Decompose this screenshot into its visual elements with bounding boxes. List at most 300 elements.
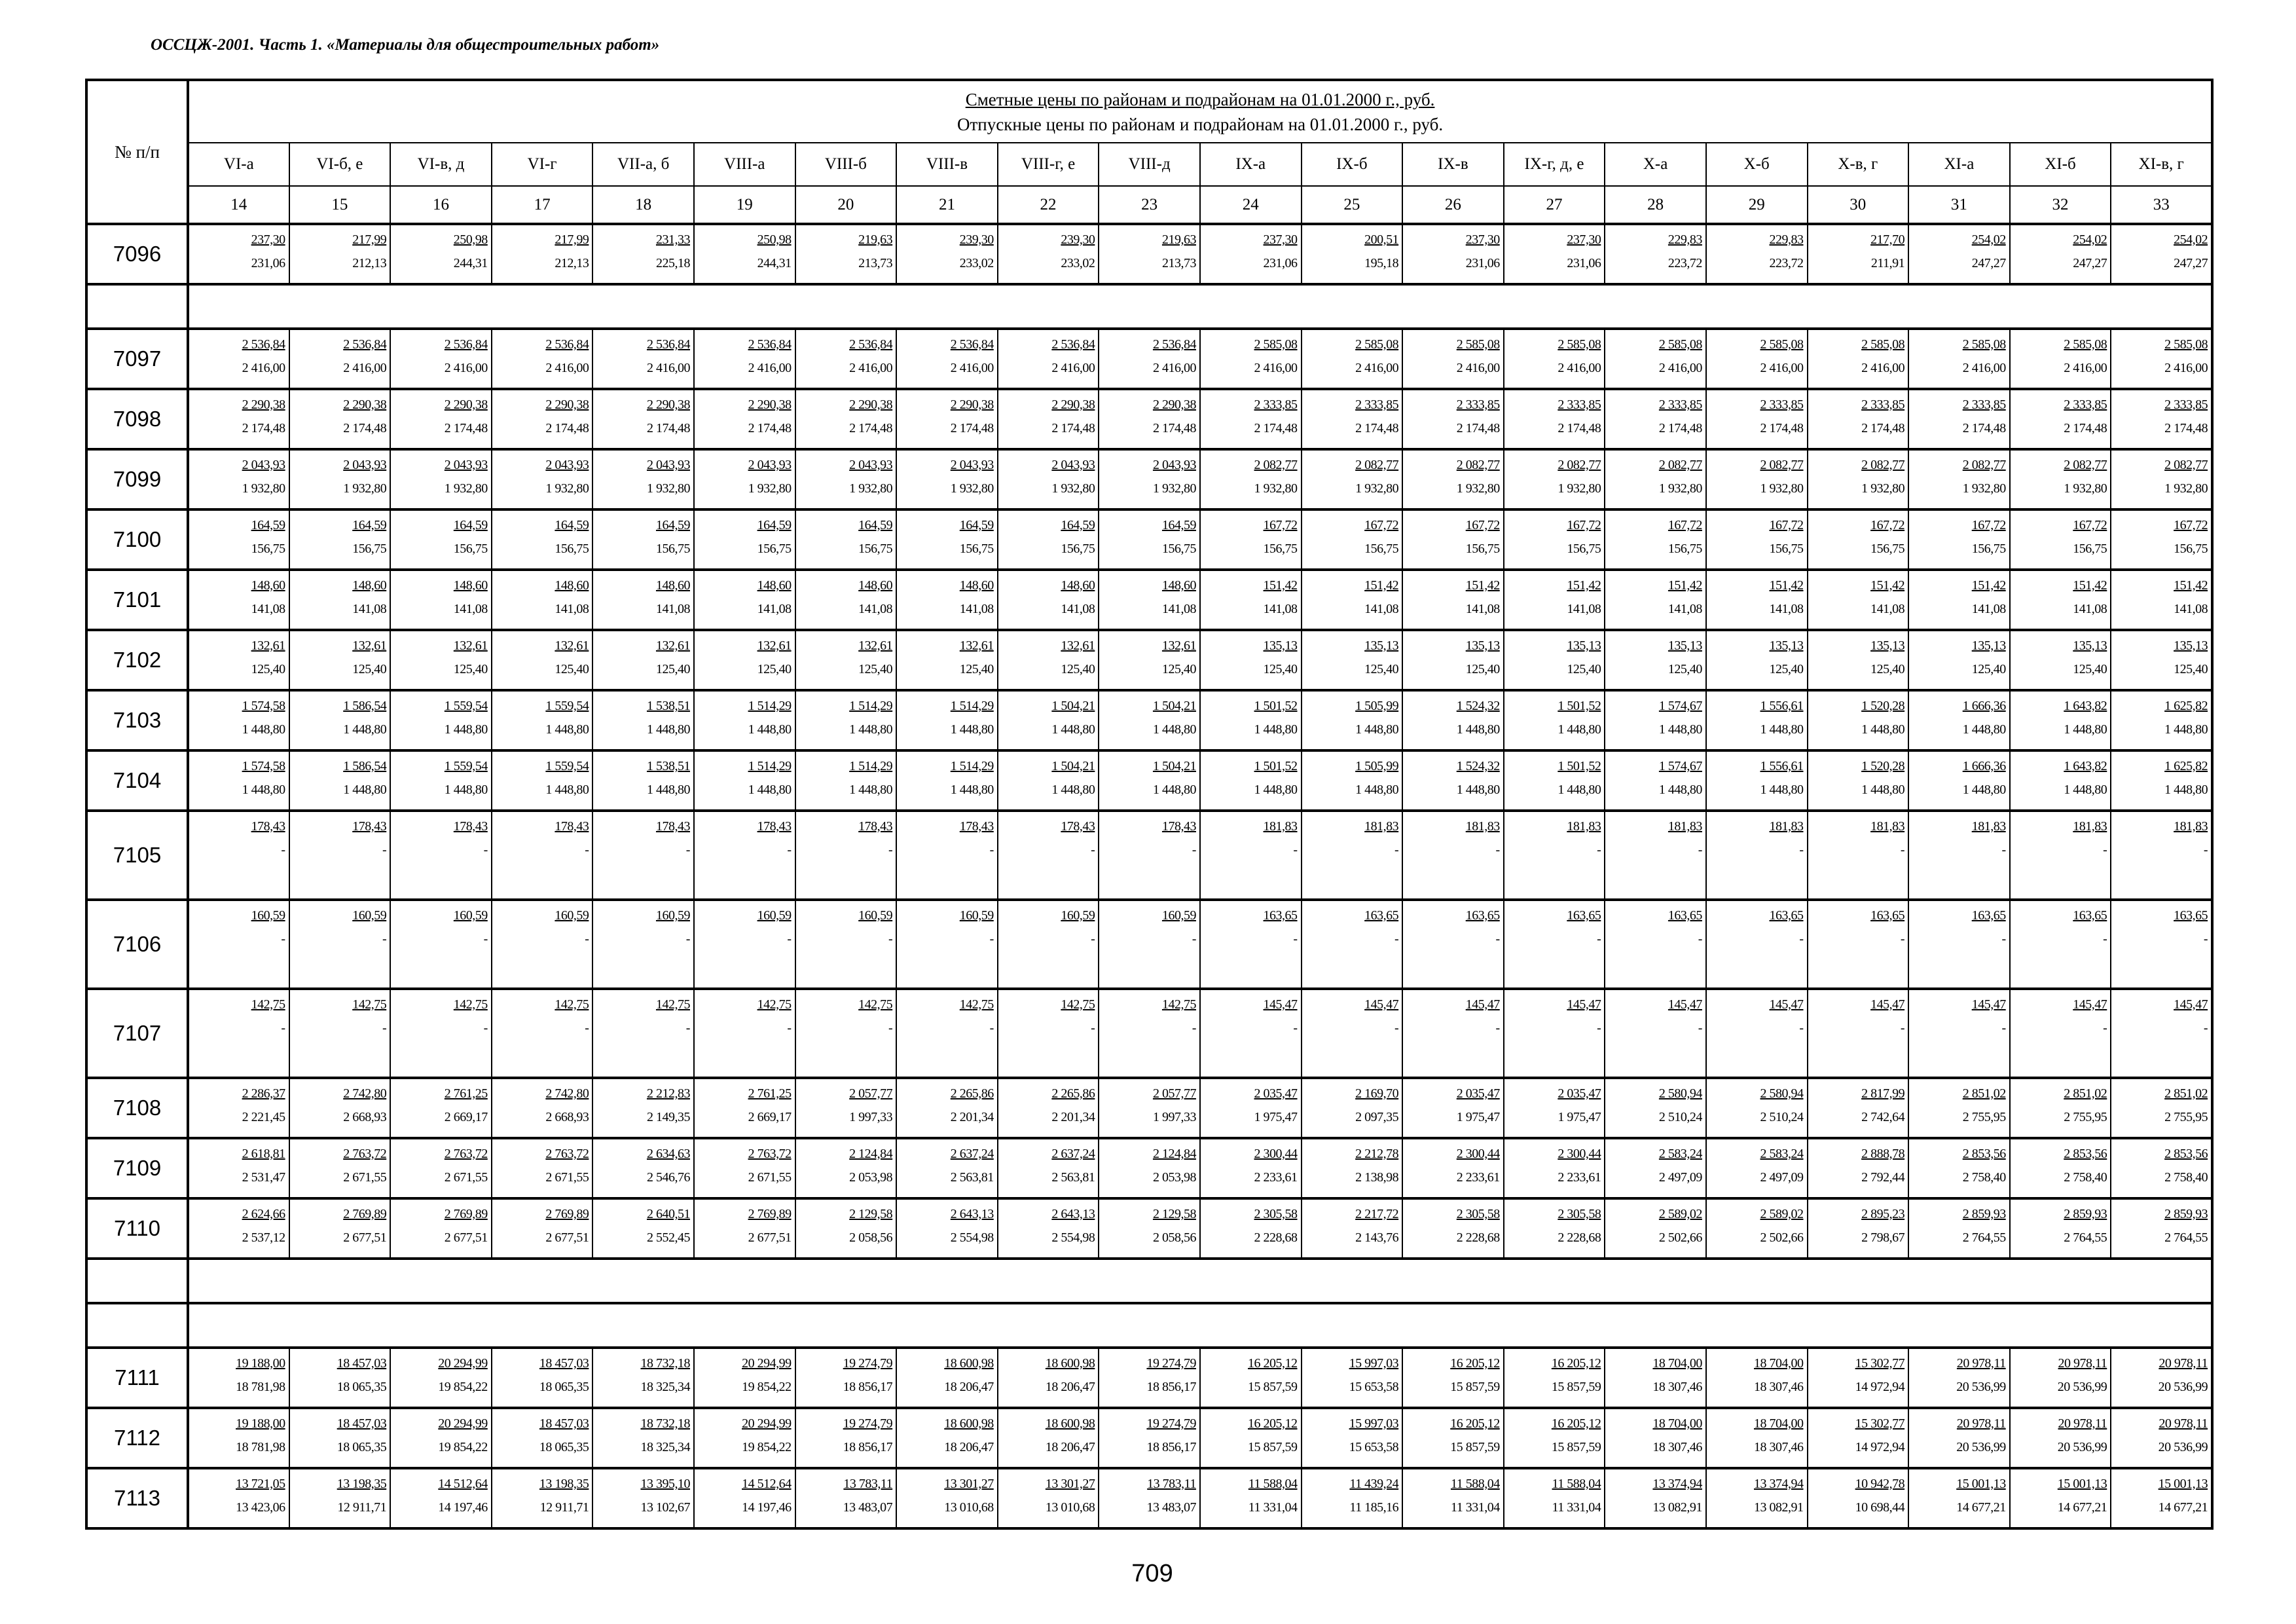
estimated-price: 2 333,85 <box>1254 397 1298 412</box>
release-price: 1 448,80 <box>343 722 387 737</box>
release-price: - <box>2001 932 2006 946</box>
release-price: 2 502,66 <box>1658 1230 1702 1245</box>
price-cell <box>896 630 998 690</box>
row-number: 7112 <box>86 1408 188 1468</box>
price-cell <box>1302 570 1403 630</box>
release-price: - <box>685 932 690 946</box>
estimated-price: 163,65 <box>1567 908 1601 923</box>
table-row <box>86 224 2212 284</box>
estimated-price: 15 302,77 <box>1855 1416 1905 1431</box>
estimated-price: 1 504,21 <box>1051 699 1095 713</box>
release-price: 2 174,48 <box>1254 421 1298 435</box>
estimated-price: 167,72 <box>1667 518 1702 532</box>
price-cell <box>998 1348 1099 1408</box>
price-cell <box>1099 1468 1200 1528</box>
release-price: - <box>1799 932 1804 946</box>
price-cell <box>2111 1348 2212 1408</box>
release-price: 244,31 <box>453 256 488 270</box>
price-cell <box>1504 1138 1605 1198</box>
estimated-price: 18 732,18 <box>640 1416 690 1431</box>
price-cell <box>289 509 391 570</box>
release-price: 2 233,61 <box>1254 1170 1298 1185</box>
price-cell <box>492 1198 593 1259</box>
release-price: 1 448,80 <box>1962 722 2006 737</box>
price-cell <box>1605 389 1706 449</box>
release-price: 18 307,46 <box>1754 1380 1804 1394</box>
estimated-price: 14 512,64 <box>742 1477 792 1491</box>
estimated-price: 15 997,03 <box>1349 1416 1399 1431</box>
estimated-price: 2 212,83 <box>646 1086 690 1101</box>
release-price: 15 857,59 <box>1551 1440 1601 1454</box>
region-header-cell: VI-в, д <box>390 143 492 186</box>
release-price: 2 416,00 <box>849 361 893 375</box>
estimated-price: 2 585,08 <box>1456 337 1500 352</box>
price-cell <box>592 224 694 284</box>
estimated-price: 167,72 <box>2174 518 2208 532</box>
release-price: 2 058,56 <box>849 1230 893 1245</box>
release-price: 1 932,80 <box>1456 481 1500 496</box>
release-price: 2 174,48 <box>2064 421 2107 435</box>
column-number-cell: 29 <box>1706 186 1808 224</box>
price-cell <box>998 389 1099 449</box>
price-cell <box>1504 509 1605 570</box>
price-cell <box>188 570 289 630</box>
price-cell <box>1200 1348 1302 1408</box>
estimated-price: 181,83 <box>1263 819 1298 834</box>
release-price: 244,31 <box>757 256 792 270</box>
estimated-price: 2 637,24 <box>950 1147 994 1161</box>
estimated-price: 2 536,84 <box>444 337 488 352</box>
estimated-price: 1 574,58 <box>242 759 285 773</box>
price-cell <box>1605 1198 1706 1259</box>
price-cell <box>1200 690 1302 750</box>
column-number-cell: 14 <box>188 186 289 224</box>
release-price: 2 510,24 <box>1658 1110 1702 1124</box>
price-cell <box>795 1468 897 1528</box>
release-price: 141,08 <box>2073 602 2107 616</box>
price-cell <box>694 509 795 570</box>
estimated-price: 2 851,02 <box>2164 1086 2208 1101</box>
estimated-price: 2 057,77 <box>1152 1086 1196 1101</box>
price-cell <box>1200 630 1302 690</box>
estimated-price: 145,47 <box>1971 997 2006 1012</box>
price-cell <box>2010 1078 2111 1138</box>
release-price: 156,75 <box>2073 542 2107 556</box>
document-header: ОССЦЖ-2001. Часть 1. «Материалы для общестроительных работ» <box>151 36 660 54</box>
price-cell <box>1808 1468 1909 1528</box>
price-cell <box>390 750 492 811</box>
estimated-price: 20 294,99 <box>742 1416 792 1431</box>
estimated-price: 132,61 <box>1161 638 1196 653</box>
price-cell <box>2010 1408 2111 1468</box>
estimated-price: 14 512,64 <box>438 1477 488 1491</box>
price-cell <box>1099 389 1200 449</box>
release-price: 2 669,17 <box>748 1110 792 1124</box>
release-price: 13 010,68 <box>944 1500 994 1515</box>
price-cell <box>1504 1408 1605 1468</box>
release-price: 2 174,48 <box>1558 421 1601 435</box>
price-cell <box>1200 449 1302 509</box>
release-price: 18 065,35 <box>337 1380 387 1394</box>
price-cell <box>1808 570 1909 630</box>
price-cell <box>896 750 998 811</box>
price-cell <box>896 1138 998 1198</box>
release-price: 223,72 <box>1769 256 1804 270</box>
price-cell <box>1504 900 1605 989</box>
price-cell <box>795 1198 897 1259</box>
price-cell <box>1908 900 2010 989</box>
price-cell <box>1302 630 1403 690</box>
estimated-price: 160,59 <box>453 908 488 923</box>
release-price: 1 932,80 <box>849 481 893 496</box>
release-price: 2 416,00 <box>545 361 589 375</box>
release-price: 2 416,00 <box>1861 361 1905 375</box>
release-price: - <box>1900 1021 1905 1035</box>
release-price: 2 755,95 <box>2164 1110 2208 1124</box>
release-price: - <box>989 932 994 946</box>
release-price: 2 510,24 <box>1760 1110 1804 1124</box>
row-number: 7099 <box>86 449 188 509</box>
estimated-price: 18 704,00 <box>1754 1356 1804 1371</box>
price-cell <box>2111 570 2212 630</box>
estimated-price: 167,72 <box>1567 518 1601 532</box>
region-header-cell: VI-г <box>492 143 593 186</box>
release-price: 1 932,80 <box>545 481 589 496</box>
price-cell <box>1402 329 1504 389</box>
release-price: 2 416,00 <box>1558 361 1601 375</box>
price-cell <box>1605 900 1706 989</box>
price-cell <box>188 989 289 1078</box>
estimated-price: 1 556,61 <box>1760 759 1804 773</box>
price-cell <box>1099 1408 1200 1468</box>
release-price: 2 416,00 <box>646 361 690 375</box>
price-cell <box>1706 224 1808 284</box>
price-cell <box>592 570 694 630</box>
price-cell <box>998 1198 1099 1259</box>
table-row <box>86 509 2212 570</box>
price-cell <box>1908 750 2010 811</box>
release-price: 156,75 <box>959 542 994 556</box>
release-price: 1 448,80 <box>1658 783 1702 797</box>
price-cell <box>1908 690 2010 750</box>
region-header-cell: VIII-а <box>694 143 795 186</box>
price-cell <box>2010 449 2111 509</box>
price-cell <box>998 811 1099 900</box>
price-cell <box>896 989 998 1078</box>
estimated-price: 1 574,67 <box>1658 759 1702 773</box>
estimated-price: 2 333,85 <box>1760 397 1804 412</box>
release-price: - <box>483 843 488 857</box>
row-number: 7101 <box>86 570 188 630</box>
price-cell <box>188 811 289 900</box>
price-cell <box>188 224 289 284</box>
release-price: 1 448,80 <box>1456 783 1500 797</box>
estimated-price: 151,42 <box>1567 578 1601 593</box>
release-price: 20 536,99 <box>1956 1380 2006 1394</box>
price-cell <box>2010 989 2111 1078</box>
estimated-price: 135,13 <box>2073 638 2107 653</box>
estimated-price: 16 205,12 <box>1248 1356 1298 1371</box>
release-price: - <box>1192 1021 1196 1035</box>
estimated-price: 11 588,04 <box>1248 1477 1298 1491</box>
table-body <box>86 224 2212 1528</box>
price-cell <box>2111 329 2212 389</box>
price-cell <box>1908 389 2010 449</box>
release-price: 19 854,22 <box>438 1380 488 1394</box>
release-price: 1 448,80 <box>849 722 893 737</box>
price-cell <box>1402 1468 1504 1528</box>
estimated-price: 20 978,11 <box>1956 1416 2006 1431</box>
estimated-price: 18 600,98 <box>1045 1356 1095 1371</box>
estimated-price: 145,47 <box>1567 997 1601 1012</box>
release-price: 213,73 <box>858 256 893 270</box>
price-cell <box>694 570 795 630</box>
estimated-price: 2 265,86 <box>950 1086 994 1101</box>
price-cell <box>1099 1198 1200 1259</box>
row-number: 7103 <box>86 690 188 750</box>
price-cell <box>896 389 998 449</box>
release-price: 156,75 <box>858 542 893 556</box>
price-cell <box>1402 900 1504 989</box>
estimated-price-title: Сметные цены по районам и подрайонам на 01.01.2000 г., руб. <box>965 89 1435 109</box>
release-price: 2 416,00 <box>1456 361 1500 375</box>
row-number: 7106 <box>86 900 188 989</box>
price-cell <box>1099 329 1200 389</box>
estimated-price: 148,60 <box>757 578 792 593</box>
estimated-price: 178,43 <box>1161 819 1196 834</box>
estimated-price: 1 501,52 <box>1558 759 1601 773</box>
estimated-price: 2 589,02 <box>1760 1207 1804 1221</box>
price-cell <box>289 900 391 989</box>
estimated-price: 1 643,82 <box>2064 759 2107 773</box>
price-cell <box>592 1198 694 1259</box>
release-price: 2 792,44 <box>1861 1170 1905 1185</box>
release-price: 1 932,80 <box>1658 481 1702 496</box>
release-price: - <box>1698 1021 1702 1035</box>
estimated-price: 2 082,77 <box>1861 458 1905 472</box>
release-price: 1 932,80 <box>1558 481 1601 496</box>
estimated-price: 2 763,72 <box>748 1147 792 1161</box>
release-price: 2 174,48 <box>1861 421 1905 435</box>
release-price: 2 531,47 <box>242 1170 285 1185</box>
estimated-price: 1 574,67 <box>1658 699 1702 713</box>
estimated-price: 2 761,25 <box>748 1086 792 1101</box>
price-cell <box>694 690 795 750</box>
estimated-price: 163,65 <box>2174 908 2208 923</box>
column-number-cell: 19 <box>694 186 795 224</box>
release-price: 1 997,33 <box>849 1110 893 1124</box>
release-price: 212,13 <box>352 256 387 270</box>
price-cell <box>1908 1468 2010 1528</box>
estimated-price: 2 333,85 <box>1456 397 1500 412</box>
estimated-price: 2 643,13 <box>950 1207 994 1221</box>
estimated-price: 2 082,77 <box>1658 458 1702 472</box>
release-price: - <box>1293 843 1298 857</box>
release-price: - <box>1091 932 1095 946</box>
release-price: 1 448,80 <box>545 722 589 737</box>
price-table <box>85 79 2214 1530</box>
release-price-title: Отпускные цены по районам и подрайонам на 01.01.2000 г., руб. <box>957 114 1444 134</box>
release-price: - <box>1597 843 1601 857</box>
release-price: 2 416,00 <box>242 361 285 375</box>
release-price: 1 448,80 <box>343 783 387 797</box>
price-cell <box>289 329 391 389</box>
price-cell <box>289 690 391 750</box>
release-price: 2 755,95 <box>2064 1110 2107 1124</box>
price-cell <box>2111 750 2212 811</box>
region-header-cell: IX-в <box>1402 143 1504 186</box>
release-price: - <box>787 932 792 946</box>
release-price: 2 149,35 <box>646 1110 690 1124</box>
estimated-price: 145,47 <box>2174 997 2208 1012</box>
price-cell <box>2111 630 2212 690</box>
estimated-price: 145,47 <box>1364 997 1399 1012</box>
region-header-cell: X-б <box>1706 143 1808 186</box>
separator-cell <box>86 284 188 329</box>
price-cell <box>2010 570 2111 630</box>
price-cell <box>1605 811 1706 900</box>
release-price: 141,08 <box>757 602 792 616</box>
estimated-price: 2 290,38 <box>849 397 893 412</box>
estimated-price: 160,59 <box>555 908 589 923</box>
estimated-price: 2 763,72 <box>343 1147 387 1161</box>
release-price: 1 932,80 <box>950 481 994 496</box>
release-price: 2 416,00 <box>2064 361 2107 375</box>
release-price: - <box>1394 932 1399 946</box>
estimated-price: 229,83 <box>1769 232 1804 247</box>
estimated-price: 2 305,58 <box>1558 1207 1601 1221</box>
table-row <box>86 1408 2212 1468</box>
release-price: 14 677,21 <box>2158 1500 2208 1515</box>
release-price: 13 082,91 <box>1652 1500 1702 1515</box>
estimated-price: 151,42 <box>2174 578 2208 593</box>
price-cell <box>188 630 289 690</box>
estimated-price: 1 559,54 <box>444 759 488 773</box>
release-price: 14 197,46 <box>438 1500 488 1515</box>
estimated-price: 135,13 <box>1364 638 1399 653</box>
price-cell <box>1706 1138 1808 1198</box>
estimated-price: 16 205,12 <box>1551 1416 1601 1431</box>
price-cell <box>1908 570 2010 630</box>
price-cell <box>592 449 694 509</box>
release-price: 1 932,80 <box>646 481 690 496</box>
estimated-price: 2 129,58 <box>1152 1207 1196 1221</box>
price-cell <box>592 329 694 389</box>
price-cell <box>1706 570 1808 630</box>
price-cell <box>896 570 998 630</box>
release-price: 2 228,68 <box>1558 1230 1601 1245</box>
release-price: 125,40 <box>2073 662 2107 676</box>
estimated-price: 18 457,03 <box>539 1416 589 1431</box>
price-cell <box>1706 989 1808 1078</box>
estimated-price: 151,42 <box>1465 578 1500 593</box>
price-cell <box>188 1078 289 1138</box>
estimated-price: 2 124,84 <box>1152 1147 1196 1161</box>
estimated-price: 2 300,44 <box>1558 1147 1601 1161</box>
region-header-cell: VIII-д <box>1099 143 1200 186</box>
estimated-price: 2 769,89 <box>545 1207 589 1221</box>
release-price: 2 416,00 <box>1962 361 2006 375</box>
estimated-price: 2 333,85 <box>1861 397 1905 412</box>
release-price: 12 911,71 <box>539 1500 589 1515</box>
estimated-price: 1 559,54 <box>545 759 589 773</box>
price-cell <box>1402 989 1504 1078</box>
estimated-price: 2 290,38 <box>1051 397 1095 412</box>
release-price: - <box>2001 1021 2006 1035</box>
release-price: 11 331,04 <box>1552 1500 1601 1515</box>
price-cell <box>1706 509 1808 570</box>
estimated-price: 2 305,58 <box>1456 1207 1500 1221</box>
separator-cell <box>86 1259 188 1303</box>
estimated-price: 2 290,38 <box>950 397 994 412</box>
release-price: 2 097,35 <box>1355 1110 1399 1124</box>
release-price: 18 856,17 <box>1146 1380 1196 1394</box>
price-cell <box>1200 509 1302 570</box>
price-cell <box>2010 630 2111 690</box>
release-price: 14 677,21 <box>2057 1500 2107 1515</box>
estimated-price: 16 205,12 <box>1248 1416 1298 1431</box>
price-cell <box>998 1468 1099 1528</box>
price-cell <box>289 811 391 900</box>
release-price: 2 416,00 <box>444 361 488 375</box>
price-cell <box>795 1408 897 1468</box>
release-price: 2 174,48 <box>849 421 893 435</box>
table-row <box>86 750 2212 811</box>
price-cell <box>1402 224 1504 284</box>
estimated-price: 2 536,84 <box>242 337 285 352</box>
release-price: 1 932,80 <box>1254 481 1298 496</box>
price-cell <box>1200 329 1302 389</box>
price-cell <box>2111 1468 2212 1528</box>
release-price: 2 053,98 <box>1152 1170 1196 1185</box>
estimated-price: 1 501,52 <box>1558 699 1601 713</box>
release-price: 2 416,00 <box>1355 361 1399 375</box>
release-price: 125,40 <box>1465 662 1500 676</box>
estimated-price: 13 301,27 <box>944 1477 994 1491</box>
estimated-price: 135,13 <box>1465 638 1500 653</box>
release-price: 247,27 <box>2073 256 2107 270</box>
release-price: - <box>787 1021 792 1035</box>
estimated-price: 1 514,29 <box>849 699 893 713</box>
estimated-price: 2 853,56 <box>1962 1147 2006 1161</box>
release-price: - <box>888 932 893 946</box>
estimated-price: 178,43 <box>352 819 387 834</box>
price-cell <box>1706 690 1808 750</box>
price-cell <box>390 811 492 900</box>
release-price: 18 856,17 <box>1146 1440 1196 1454</box>
price-cell <box>1302 1348 1403 1408</box>
price-cell <box>998 989 1099 1078</box>
price-cell <box>492 989 593 1078</box>
table-row <box>86 989 2212 1078</box>
release-price: 2 174,48 <box>545 421 589 435</box>
release-price: 1 448,80 <box>2164 783 2208 797</box>
price-cell <box>896 900 998 989</box>
estimated-price: 19 274,79 <box>1146 1356 1196 1371</box>
estimated-price: 1 666,36 <box>1962 759 2006 773</box>
region-header-cell: VII-а, б <box>592 143 694 186</box>
price-cell <box>592 750 694 811</box>
separator-cell <box>188 1303 2212 1348</box>
release-price: 1 448,80 <box>1355 783 1399 797</box>
price-cell <box>1808 1198 1909 1259</box>
release-price: 2 758,40 <box>2164 1170 2208 1185</box>
price-cell <box>492 1348 593 1408</box>
release-price: 1 448,80 <box>1254 783 1298 797</box>
estimated-price: 2 290,38 <box>242 397 285 412</box>
release-price: - <box>1495 932 1500 946</box>
release-price: 2 174,48 <box>1051 421 1095 435</box>
